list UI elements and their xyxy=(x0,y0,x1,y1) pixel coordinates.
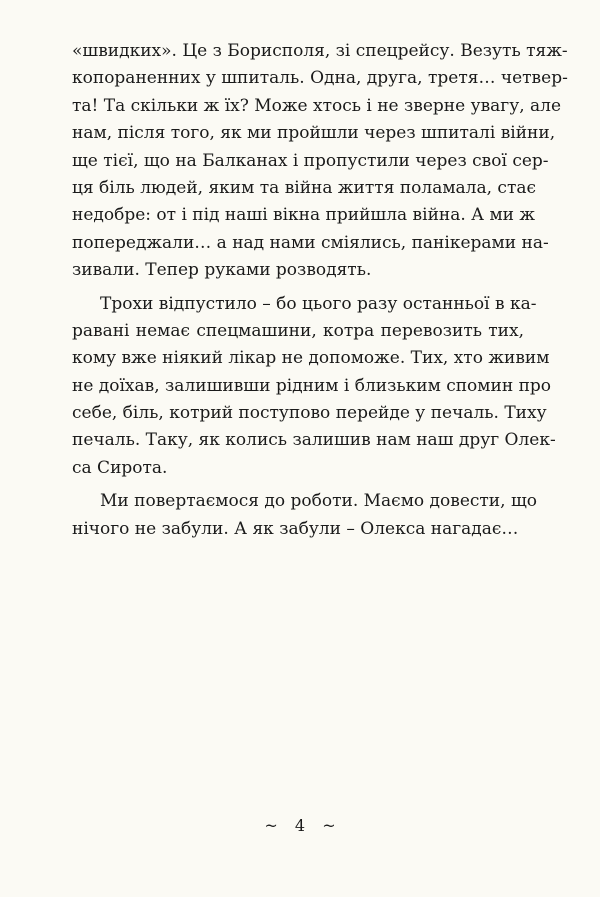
text-line: копораненних у шпиталь. Одна, друга, третя… четвер- xyxy=(72,68,568,89)
text-line: зивали. Тепер руками розводять. xyxy=(72,260,372,281)
text-line: Трохи відпустило – бо цього разу останньої в ка- xyxy=(100,293,537,314)
text-line: та! Та скільки ж їх? Може хтось і не зверне увагу, але xyxy=(72,95,562,116)
left-ornament: ~ xyxy=(264,816,278,835)
page-number: 4 xyxy=(294,816,306,835)
text-line: са Сирота. xyxy=(72,457,168,478)
text-line: себе, біль, котрий поступово перейде у печаль. Тиху xyxy=(72,403,547,424)
text-line: кому вже ніякий лікар не допоможе. Тих, хто живим xyxy=(72,348,550,369)
text-line: попереджали… а над нами сміялись, панікерами на- xyxy=(72,232,549,253)
text-line: Ми повертаємося до роботи. Маємо довести, що xyxy=(100,491,537,512)
text-line: нам, після того, як ми пройшли через шпиталі війни, xyxy=(72,123,556,144)
text-line: равані немає спецмашини, котра перевозить тих, xyxy=(72,320,524,341)
body-text xyxy=(72,38,568,549)
paragraph-1 xyxy=(72,38,568,285)
paragraph-3 xyxy=(72,488,537,543)
text-line: печаль. Таку, як колись залишив нам наш друг Олек- xyxy=(72,430,556,451)
page-footer xyxy=(0,816,600,835)
text-line: не доїхав, залишивши рідним і близьким спомин про xyxy=(72,375,552,396)
text-line: нічого не забули. А як забули – Олекса нагадає… xyxy=(72,518,519,539)
right-ornament: ~ xyxy=(322,816,336,835)
text-line: «швидких». Це з Борисполя, зі спецрейсу. Везуть тяж- xyxy=(72,41,568,61)
text-line: ця біль людей, яким та війна життя поламала, стає xyxy=(72,177,537,198)
text-line: недобре: от і під наші вікна прийшла війна. А ми ж xyxy=(72,205,536,226)
paragraph-2 xyxy=(72,291,556,483)
text-line: ще тієї, що на Балканах і пропустили через свої сер- xyxy=(72,150,549,171)
